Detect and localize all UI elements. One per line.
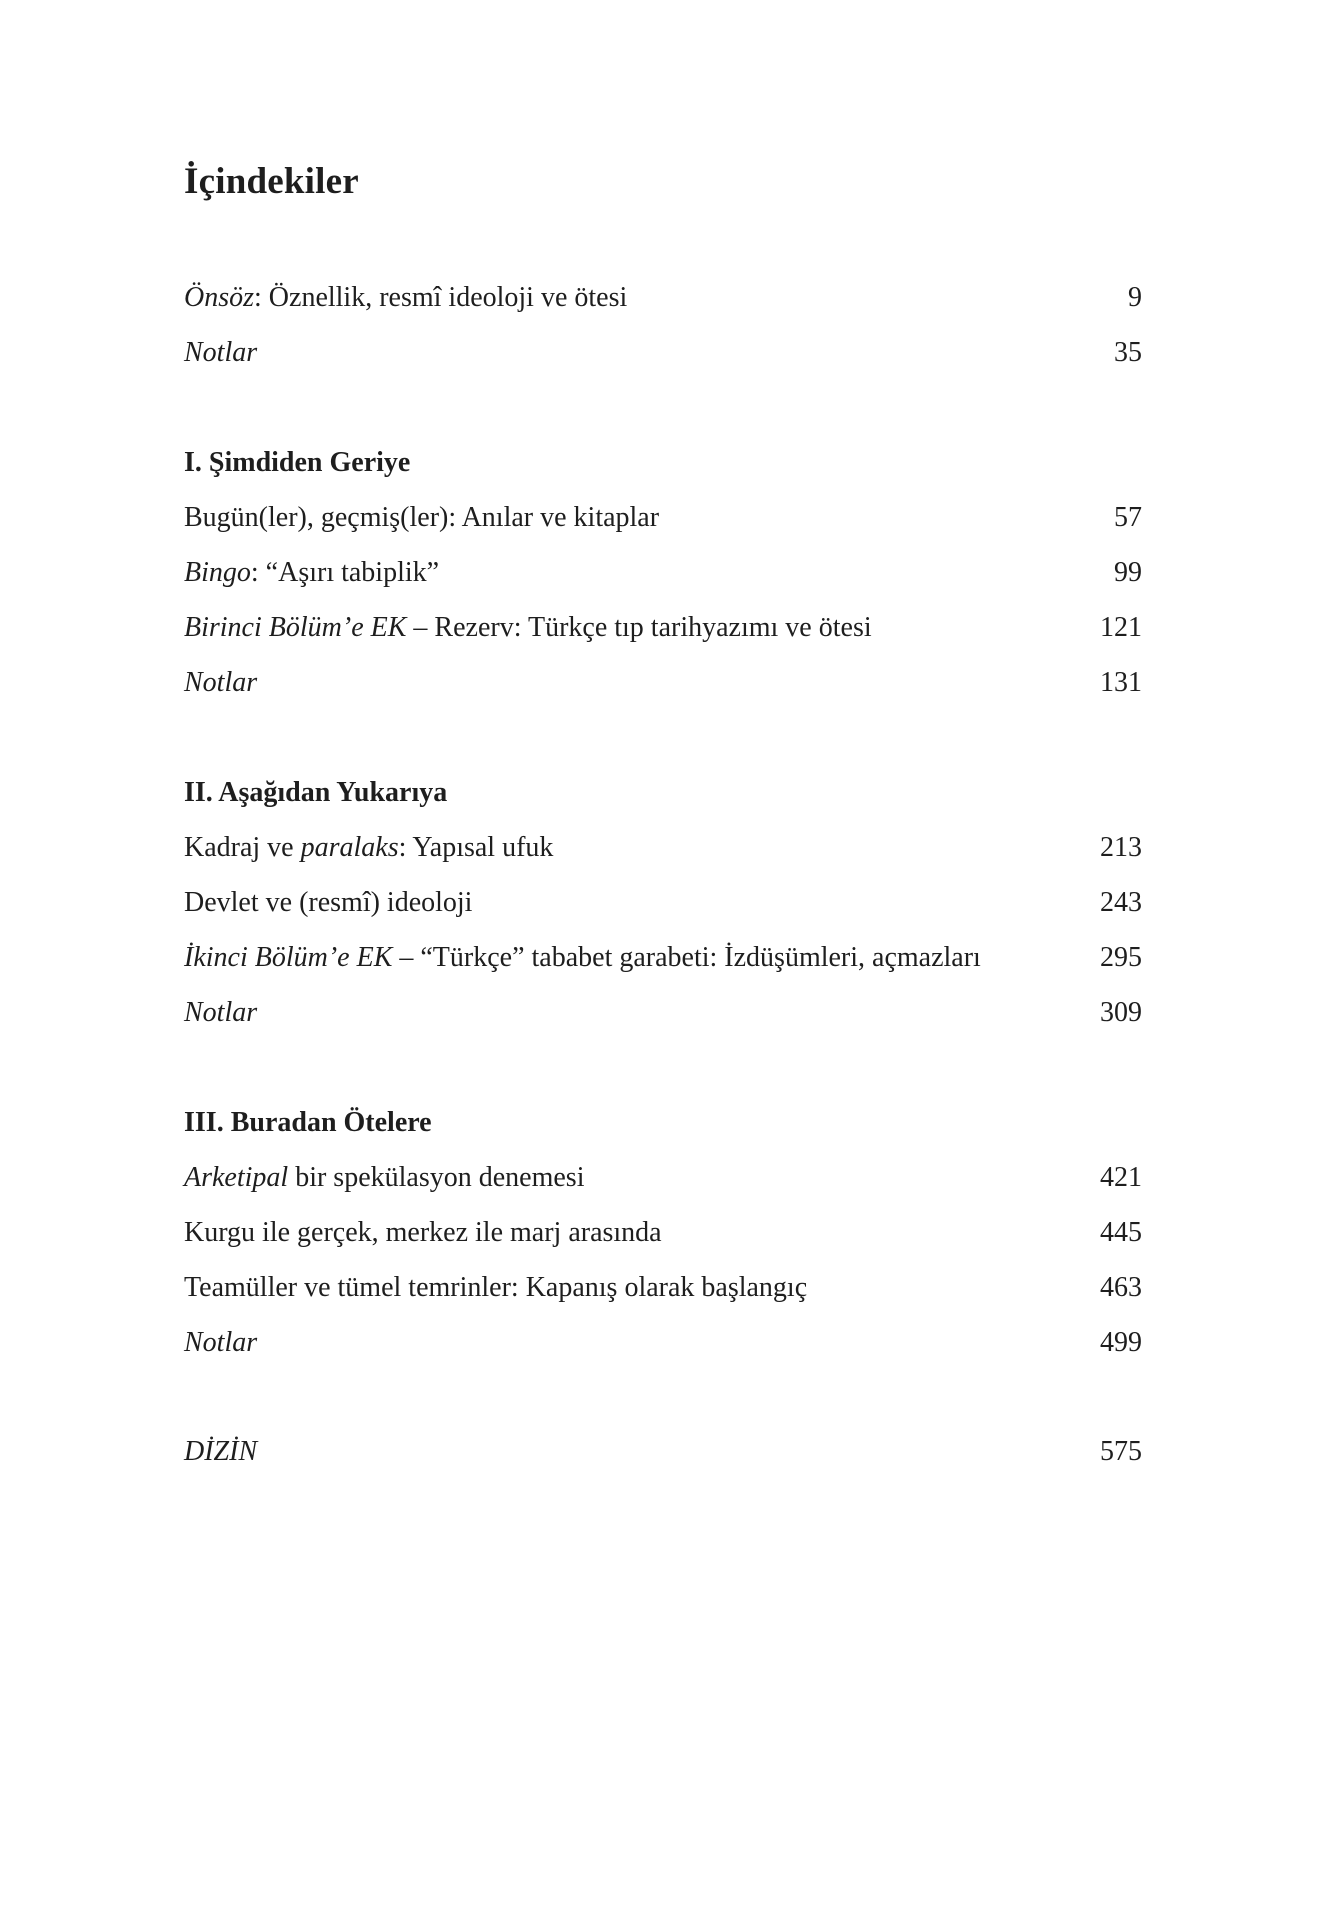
toc-page-number: 131 xyxy=(1100,667,1142,698)
page-title: İçindekiler xyxy=(184,161,359,202)
section-heading: III. Buradan Ötelere xyxy=(184,1107,432,1138)
toc-page-number: 9 xyxy=(1128,282,1142,313)
toc-entry-title: DİZİN xyxy=(184,1436,258,1467)
toc-entry[interactable] xyxy=(184,1323,1142,1363)
toc-entry-notlar[interactable] xyxy=(184,333,1142,373)
toc-entry[interactable] xyxy=(184,498,1142,538)
toc-page-number: 575 xyxy=(1100,1436,1142,1467)
toc-entry-title: Arketipal bir spekülasyon denemesi xyxy=(184,1162,585,1193)
toc-entry[interactable] xyxy=(184,553,1142,593)
section-heading: I. Şimdiden Geriye xyxy=(184,447,411,478)
toc-entry-title: İkinci Bölüm’e EK – “Türkçe” tababet garabeti: İzdüşümleri, açmazları xyxy=(184,942,981,973)
toc-page-number: 445 xyxy=(1100,1217,1142,1248)
toc-entry-title: Bingo: “Aşırı tabiplik” xyxy=(184,557,440,588)
toc-page-number: 243 xyxy=(1100,887,1142,918)
toc-entry-title: Devlet ve (resmî) ideoloji xyxy=(184,887,473,918)
toc-entry-onsoz[interactable] xyxy=(184,278,1142,318)
toc-entry-title: Teamüller ve tümel temrinler: Kapanış olarak başlangıç xyxy=(184,1272,808,1303)
toc-entry-title: Kurgu ile gerçek, merkez ile marj arasında xyxy=(184,1217,662,1248)
section-heading: II. Aşağıdan Yukarıya xyxy=(184,777,448,808)
toc-entry[interactable] xyxy=(184,828,1142,868)
toc-entry-title: Bugün(ler), geçmiş(ler): Anılar ve kitaplar xyxy=(184,502,660,533)
toc-page-number: 295 xyxy=(1100,942,1142,973)
toc-entry-title: Notlar xyxy=(184,337,258,368)
toc-page-number: 99 xyxy=(1114,557,1142,588)
toc-entry-title: Notlar xyxy=(184,997,258,1028)
toc-entry[interactable] xyxy=(184,1158,1142,1198)
toc-entry-title: Önsöz: Öznellik, resmî ideoloji ve ötesi xyxy=(184,282,628,313)
toc-entry[interactable] xyxy=(184,938,1142,978)
toc-entry[interactable] xyxy=(184,1268,1142,1308)
toc-page-number: 499 xyxy=(1100,1327,1142,1358)
toc-entry-index[interactable] xyxy=(184,1432,1142,1472)
toc-page-number: 213 xyxy=(1100,832,1142,863)
toc-entry[interactable] xyxy=(184,993,1142,1033)
toc-entry[interactable] xyxy=(184,608,1142,648)
toc-page-number: 421 xyxy=(1100,1162,1142,1193)
toc-page-number: 35 xyxy=(1114,337,1142,368)
toc-page-number: 57 xyxy=(1114,502,1142,533)
toc-entry-title: Birinci Bölüm’e EK – Rezerv: Türkçe tıp tarihyazımı ve ötesi xyxy=(184,612,872,643)
toc-entry-title: Notlar xyxy=(184,1327,258,1358)
toc-entry[interactable] xyxy=(184,663,1142,703)
toc-page-number: 121 xyxy=(1100,612,1142,643)
toc-entry[interactable] xyxy=(184,1213,1142,1253)
toc-page-number: 463 xyxy=(1100,1272,1142,1303)
toc-page-number: 309 xyxy=(1100,997,1142,1028)
toc-entry[interactable] xyxy=(184,883,1142,923)
toc-entry-title: Notlar xyxy=(184,667,258,698)
toc-entry-title: Kadraj ve paralaks: Yapısal ufuk xyxy=(184,832,554,863)
